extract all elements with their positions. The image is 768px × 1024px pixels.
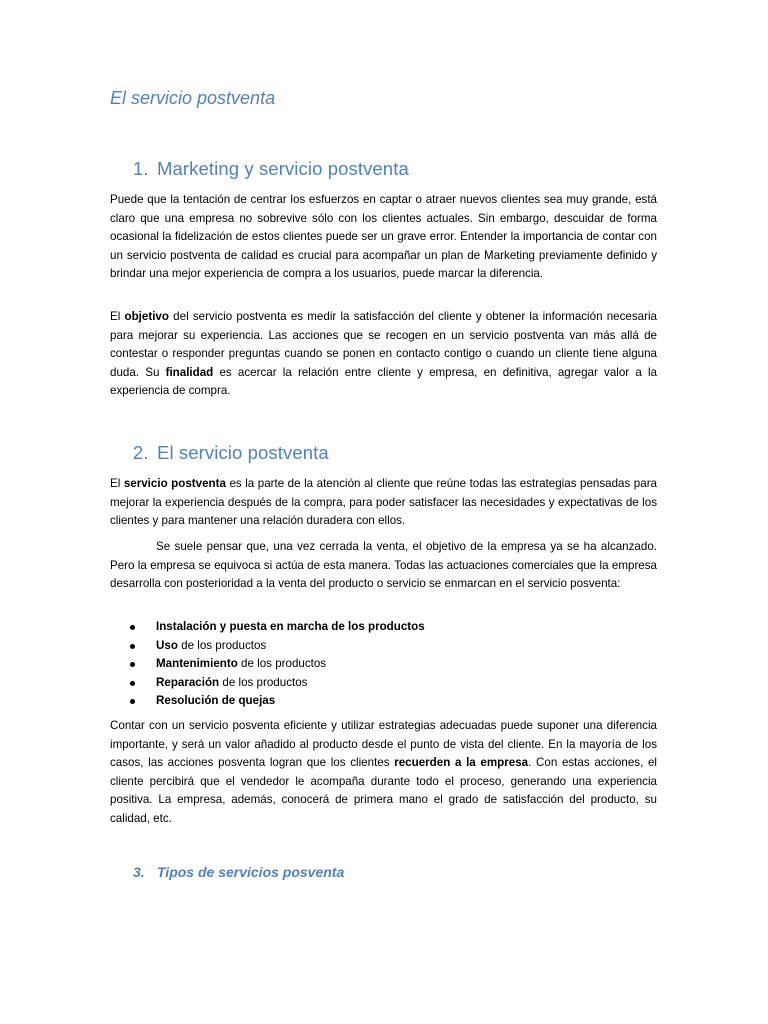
bullet-icon	[130, 681, 135, 686]
heading-section-1	[133, 158, 409, 180]
heading-number: 3.	[133, 864, 145, 880]
heading-section-2	[133, 442, 329, 464]
list-item: Resolución de quejas	[110, 692, 657, 711]
bold-term: servicio postventa	[123, 477, 226, 490]
bullet-icon	[130, 662, 135, 667]
bullet-list	[110, 618, 657, 711]
document-title: El servicio postventa	[110, 88, 276, 108]
heading-text: Tipos de servicios posventa	[157, 864, 345, 880]
bold-term: objetivo	[124, 310, 169, 323]
paragraph-section-1-a: Puede que la tentación de centrar los esfuerzos en captar o atraer nuevos clientes sea muy grande, está claro que una empresa no sobrevive sólo con los clientes actuales. Sin embargo, descuidar de forma ocasional la fidelización de estos clientes puede ser un grave error. Entender la importancia de contar con un servicio postventa de calidad es crucial para acompañar un plan de Marketing previamente definido y brindar una mejor experiencia de compra a los usuarios, puede marcar la diferencia.	[110, 193, 657, 281]
heading-section-3	[133, 864, 344, 880]
bold-term: finalidad	[165, 365, 214, 379]
heading-text: Marketing y servicio postventa	[157, 158, 409, 179]
paragraph-section-2-c: Contar con un servicio posventa eficiente y utilizar estrategias adecuadas puede suponer una diferencia importante, y será un valor añadido al producto desde el punto de vista del cliente. En la mayoría de los casos, las acciones posventa logran que los clientes recuerden a la empresa. Con estas acciones, el cliente percibirá que el vendedor le acompaña durante todo el proceso, generando una experiencia positiva. La empresa, además, conocerá de primera mano el grado de satisfacción del producto, su calidad, etc.	[110, 719, 657, 825]
bullet-icon	[130, 644, 135, 649]
heading-number: 2.	[133, 442, 149, 463]
heading-number: 1.	[133, 158, 149, 179]
paragraph-section-1-b: El objetivo del servicio postventa es medir la satisfacción del cliente y obtener la información necesaria para mejorar su experiencia. Las acciones que se recogen en un servicio postventa van más allá de contestar o responder preguntas cuando se ponen en contacto contigo o cuando un cliente tiene alguna duda. Su finalidad es acercar la relación entre cliente y empresa, en definitiva, agregar valor a la experiencia de compra.	[110, 310, 658, 398]
list-item: Uso de los productos	[110, 637, 657, 656]
list-item: Reparación de los productos	[110, 674, 657, 693]
bullet-icon	[130, 625, 135, 630]
list-item: Mantenimiento de los productos	[110, 655, 657, 674]
paragraph-section-2-b: Se suele pensar que, una vez cerrada la venta, el objetivo de la empresa ya se ha alcanzado. Pero la empresa se equivoca si actúa de esta manera. Todas las actuaciones comerciales que la empresa desarrolla con posterioridad a la venta del producto o servicio se enmarcan en el servicio posventa:	[110, 540, 657, 591]
bullet-icon	[130, 699, 135, 704]
paragraph-section-2-a: El servicio postventa es la parte de la atención al cliente que reúne todas las estrategias pensadas para mejorar la experiencia después de la compra, para poder satisfacer las necesidades y expectativas de los clientes y para mantener una relación duradera con ellos.	[110, 477, 657, 528]
heading-text: El servicio postventa	[157, 442, 329, 463]
bold-term: recuerden a la empresa	[394, 756, 529, 770]
list-item: Instalación y puesta en marcha de los productos	[110, 618, 657, 637]
